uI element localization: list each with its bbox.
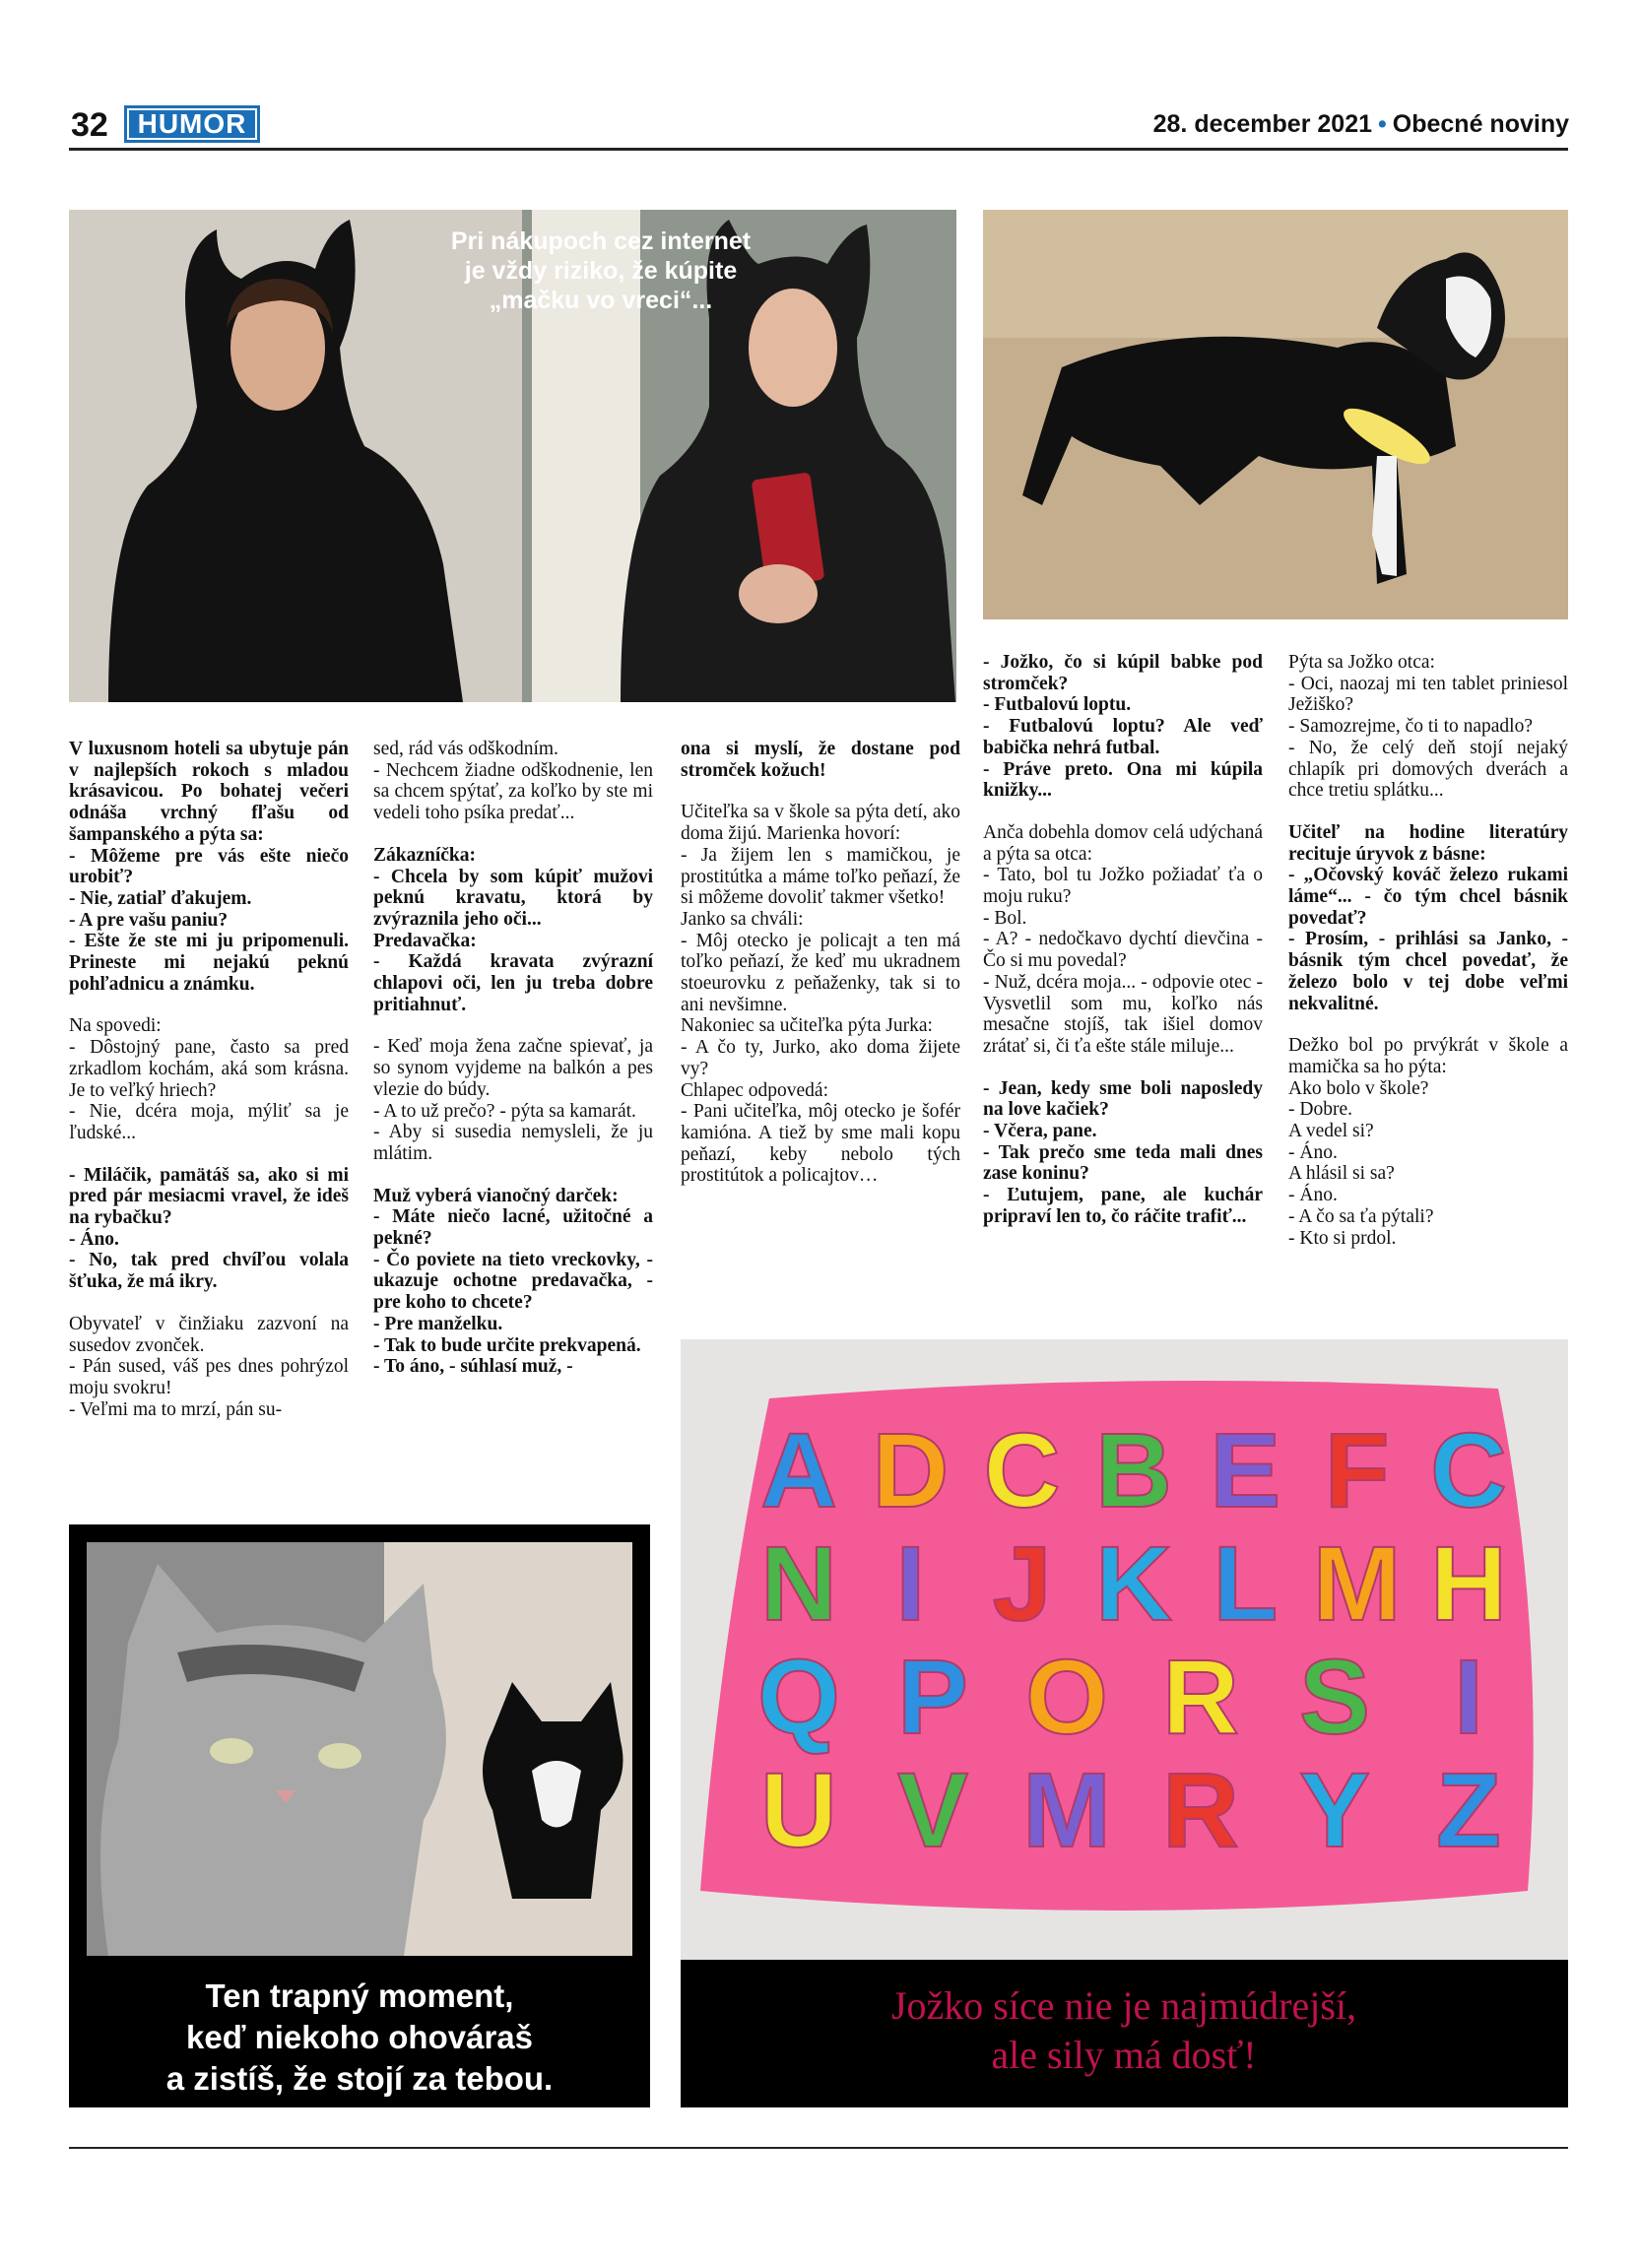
joke-paragraph: - A pre vašu paniu? [69,909,229,931]
puzzle-letter: U [760,1750,837,1869]
publication-name: Obecné noviny [1392,110,1569,138]
text-column-5 [1288,652,1568,1249]
joke-paragraph: - Čo poviete na tieto vreckovky, - ukazuje ochotne predavačka, - pre koho to chcete? [373,1249,653,1314]
joke-paragraph: - Môj otecko je policajt a ten má toľko peňazí, že keď mu ukradnem stoeurovku z peňaženky, tak si to ani nevšimne. [681,930,960,1015]
section-label [124,105,260,143]
alphabet-puzzle-illustration [681,1339,1568,2107]
alphabet-puzzle-image [681,1339,1568,2107]
puzzle-letter: J [992,1523,1052,1643]
joke-paragraph: Dežko bol po prvýkrát v škole a mamička sa ho pýta: [1288,1035,1568,1077]
joke-paragraph: - Dôstojný pane, často sa pred zrkadlom kochám, aká som krásna. Je to veľký hriech? [69,1037,349,1101]
joke-paragraph: - Práve preto. Ona mi kúpila knižky... [983,758,1263,802]
puzzle-letter: O [1024,1637,1109,1756]
puzzle-letter: R [1162,1637,1239,1756]
puzzle-letter: C [1430,1410,1507,1529]
paragraph-gap [69,1293,349,1314]
abc-caption-line-1: Jožko síce nie je najmúdrejší, [890,1983,1357,2028]
joke-paragraph: - Tak to bude určite prekvapená. [373,1334,641,1356]
joke-paragraph: Janko sa chváli: [681,908,804,930]
joke-paragraph: Muž vyberá vianočný darček: [373,1185,619,1206]
puzzle-letter: V [896,1750,969,1869]
joke-paragraph: A vedel si? [1288,1121,1374,1142]
joke-paragraph: - Pani učiteľka, môj otecko je šofér kamióna. A tiež by sme mali kopu peňazí, keby nebolo tých prostitútok a policajtov… [681,1101,960,1187]
puzzle-letter: K [1095,1523,1172,1643]
joke-paragraph: Učiteľka sa v škole sa pýta detí, ako doma žijú. Marienka hovorí: [681,802,960,845]
cats-caption-line-1: Pri nákupoch cez internet [450,227,752,255]
cat-meme-caption-1: Ten trapný moment, [205,1977,514,2014]
cat-hood-photo [69,210,956,702]
puzzle-letter: I [895,1523,926,1643]
paragraph-gap [1288,802,1568,822]
paragraph-gap [373,1015,653,1036]
joke-paragraph: Predavačka: [373,930,477,951]
joke-paragraph: - Ešte že ste mi ju pripomenuli. Prineste mi nejakú peknú pohľadnicu a známku. [69,931,349,995]
joke-paragraph: - Keď moja žena začne spievať, ja so synom vyjdeme na balkón a pes vlezie do búdy. [373,1036,653,1100]
joke-paragraph: - Jožko, čo si kúpil babke pod stromček? [983,652,1263,694]
header-dateline [1153,110,1569,139]
joke-paragraph: - Nechcem žiadne odškodnenie, len sa chcem spýtať, za koľko by ste mi vedeli toho psíka predať... [373,759,653,824]
header-rule [69,148,1568,151]
joke-paragraph: sed, rád vás odškodním. [373,739,558,759]
paragraph-gap [69,1144,349,1165]
joke-paragraph: - Tak prečo sme teda mali dnes zase koninu? [983,1141,1263,1185]
cat-meme-image [69,1524,650,2107]
joke-paragraph: - Chcela by som kúpiť mužovi peknú kravatu, ktorá by zvýraznila jeho oči... [373,866,653,930]
paragraph-gap [983,1058,1263,1078]
joke-paragraph: - Pre manželku. [373,1313,503,1334]
text-column-3 [681,739,960,1187]
joke-paragraph: - Miláčik, pamätáš sa, ako si mi pred pár mesiacmi vravel, že ideš na rybačku? [69,1164,349,1229]
joke-paragraph: Chlapec odpovedá: [681,1079,828,1101]
puzzle-letter: Y [1298,1750,1371,1869]
joke-paragraph: Na spovedi: [69,1015,162,1037]
joke-paragraph: - Nuž, dcéra moja... - odpovie otec - Vysvetlil som mu, koľko nás mesačne stojíš, tak išiel domov zrátať si, či ťa ešte stále miluje... [983,971,1263,1057]
joke-paragraph: Učiteľ na hodine literatúry recituje úryvok z básne: [1288,821,1568,865]
paragraph-gap [373,824,653,845]
page-number: 32 [71,106,108,144]
joke-paragraph: Zákazníčka: [373,844,477,866]
joke-paragraph: Ako bolo v škole? [1288,1077,1429,1099]
joke-paragraph: - A čo sa ťa pýtali? [1288,1205,1434,1227]
joke-paragraph: - Futbalovú loptu? Ale veď babička nehrá futbal. [983,716,1263,758]
abc-caption-line-2: ale sily má dosť! [991,2033,1257,2077]
header-separator: • [1378,110,1387,138]
joke-paragraph: - Áno. [1288,1141,1338,1163]
joke-paragraph: - Ľutujem, pane, ale kuchár pripraví len to, čo ráčite trafiť... [983,1185,1263,1227]
joke-paragraph: - Máte niečo lacné, užitočné a pekné? [373,1206,653,1250]
paragraph-gap [983,802,1263,822]
puzzle-letter: L [1213,1523,1279,1643]
joke-paragraph: - No, že celý deň stojí nejaký chlapík pri domových dverách a chce tretiu splátku... [1288,737,1568,802]
joke-paragraph: - Každá kravata zvýrazní chlapovi oči, len ju treba dobre pritiahnuť. [373,951,653,1015]
dog-illustration [983,210,1568,619]
paragraph-gap [1288,1014,1568,1035]
joke-paragraph: - Oci, naozaj mi ten tablet priniesol Ježiško? [1288,673,1568,716]
joke-paragraph: - Jean, kedy sme boli naposledy na love kačiek? [983,1077,1263,1121]
cats-caption-line-3: „mačku vo vreci“... [489,287,713,314]
puzzle-letter: M [1312,1523,1402,1643]
text-column-4 [983,652,1263,1228]
puzzle-letter: H [1430,1523,1507,1643]
paragraph-gap [681,781,960,802]
joke-paragraph: Nakoniec sa učiteľka pýta Jurka: [681,1015,933,1037]
joke-paragraph: Obyvateľ v činžiaku zazvoní na susedov zvonček. [69,1313,349,1356]
puzzle-letter: E [1210,1410,1281,1529]
puzzle-letter: A [760,1410,837,1529]
joke-paragraph: - Prosím, - prihlási sa Janko, - básnik tým chcel povedať, že železo bolo v tej dobe veľmi nekvalitné. [1288,929,1568,1014]
cat-hood-illustration [69,210,956,702]
paragraph-gap [373,1165,653,1186]
puzzle-letter: P [896,1637,969,1756]
cat-meme-caption-3: a zistíš, že stojí za tebou. [165,2060,554,2097]
puzzle-letter: D [872,1410,950,1529]
joke-paragraph: - A? - nedočkavo dychtí dievčina - Čo si mu povedal? [983,929,1263,972]
joke-paragraph: - To áno, - súhlasí muž, - [373,1356,573,1378]
joke-paragraph: - Veľmi ma to mrzí, pán su- [69,1398,283,1420]
joke-paragraph: - „Očovský kováč železo rukami láme“... - čo tým chcel básnik povedať? [1288,865,1568,929]
puzzle-letter: N [760,1523,837,1643]
joke-paragraph: - Dobre. [1288,1099,1352,1121]
cat-meme-illustration [69,1524,650,2107]
puzzle-letter: F [1324,1410,1390,1529]
joke-paragraph: ona si myslí, že dostane pod stromček kožuch! [681,739,960,781]
joke-paragraph: - Včera, pane. [983,1121,1097,1142]
joke-paragraph: - Samozrejme, čo ti to napadlo? [1288,716,1533,738]
issue-date: 28. december 2021 [1152,110,1373,138]
joke-paragraph: - Aby si susedia nemysleli, že ju mlátim. [373,1122,653,1164]
joke-paragraph: - Kto si prdol. [1288,1227,1397,1249]
section-label-text: HUMOR [129,110,255,138]
paragraph-gap [69,995,349,1015]
joke-paragraph: - Futbalovú loptu. [983,694,1132,716]
dog-frisbee-photo [983,210,1568,619]
text-column-1 [69,739,349,1420]
joke-paragraph: - Nie, zatiaľ ďakujem. [69,887,252,909]
puzzle-letter: Q [756,1637,841,1756]
joke-paragraph: - Áno. [1288,1185,1338,1206]
joke-paragraph: - Ja žijem len s mamičkou, je prostitútka a máme toľko peňazí, že si môžeme dovoliť takmer všetko! [681,844,960,909]
joke-paragraph: - A to už prečo? - pýta sa kamarát. [373,1100,636,1122]
joke-paragraph: A hlásil si sa? [1288,1163,1395,1185]
joke-paragraph: - A čo ty, Jurko, ako doma žijete vy? [681,1037,960,1079]
joke-paragraph: - Áno. [69,1228,119,1250]
puzzle-letter: B [1095,1410,1172,1529]
joke-paragraph: - Tato, bol tu Jožko požiadať ťa o moju ruku? [983,865,1263,908]
puzzle-letter: C [983,1410,1061,1529]
joke-paragraph: - Môžeme pre vás ešte niečo urobiť? [69,845,349,888]
joke-paragraph: Anča dobehla domov celá udýchaná a pýta sa otca: [983,821,1263,865]
cats-caption-line-2: je vždy riziko, že kúpite [464,257,738,285]
cat-meme-caption-2: keď niekoho ohováraš [186,2019,533,2055]
joke-paragraph: - Nie, dcéra moja, mýliť sa je ľudské... [69,1101,349,1143]
joke-paragraph: V luxusnom hoteli sa ubytuje pán v najlepších rokoch s mladou krásavicou. Po bohatej večeri odnáša vrchný fľašu od šampanského a pýta sa: [69,739,349,845]
text-column-2 [373,739,653,1378]
puzzle-letter: I [1453,1637,1484,1756]
footer-rule [69,2147,1568,2149]
puzzle-letter: Z [1436,1750,1501,1869]
joke-paragraph: - No, tak pred chvíľou volala šťuka, že má ikry. [69,1250,349,1293]
joke-paragraph: Pýta sa Jožko otca: [1288,652,1435,673]
joke-paragraph: - Bol. [983,907,1027,929]
joke-paragraph: - Pán sused, váš pes dnes pohrýzol moju svokru! [69,1356,349,1398]
puzzle-letter: M [1022,1750,1111,1869]
puzzle-letter: R [1162,1750,1239,1869]
puzzle-letter: S [1298,1637,1371,1756]
